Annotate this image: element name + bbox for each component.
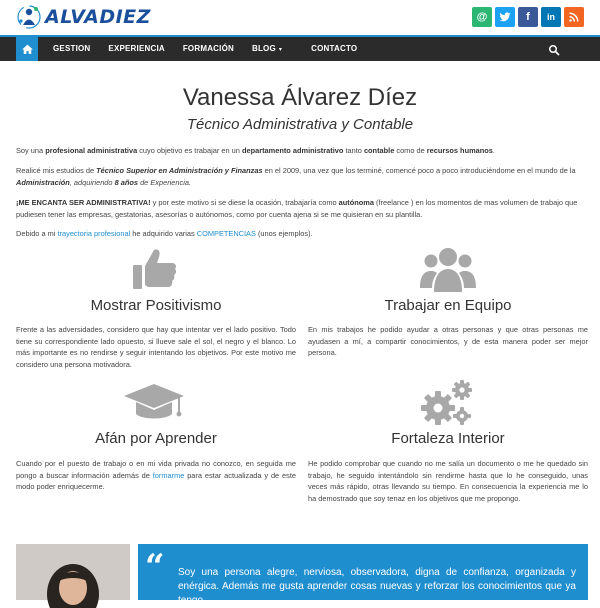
header (0, 0, 600, 34)
feature-text-fortaleza: He podido comprobar que cuando no me salía un documento o me he quedado sin trabajo, he seguido intentándolo sin rendirme hasta que lo he conseguido, unas veces más rápido, otras llevando su tiempo. En consecuencia la experiencia me lo ha demostrado que soy tenaz en los objetivos que me propongo. (308, 459, 588, 503)
feature-title-fortaleza: Fortaleza Interior (391, 430, 505, 447)
competencias-link[interactable]: COMPETENCIAS (196, 229, 256, 238)
quote-box (138, 544, 588, 606)
linkedin-icon[interactable] (541, 7, 561, 27)
main-nav (0, 35, 600, 61)
feature-title-equipo: Trabajar en Equipo (384, 297, 512, 314)
nav-item-experiencia[interactable]: EXPERIENCIA (108, 44, 165, 53)
graduation-cap-icon (122, 380, 186, 431)
intro-paragraph-4: Debido a mi trayectoria profesional he adquirido varias COMPETENCIAS (unos ejemplos). (16, 229, 313, 238)
search-icon[interactable] (548, 43, 560, 55)
gears-icon (420, 378, 476, 433)
thumbs-up-icon (130, 244, 178, 297)
feature-text-equipo: En mis trabajos he podido ayudar a otras personas y que otras personas me ayudasen a mí, a compartir conocimientos, y de esta manera poder ser mejor persona. (308, 325, 588, 357)
home-icon[interactable] (16, 37, 38, 61)
feature-text-positivismo: Frente a las adversidades, considero que hay que intentar ver el lado positivo. Todo tiene su correspondiente lado opuesto, si llueve sale el sol, el negro y el blanco. Lo más importante es no rendirse y seguir intentando los objetivos. Por este motivo me considero una persona motivadora. (16, 325, 296, 369)
linkedin-glyph: in (547, 12, 555, 22)
group-icon (420, 244, 476, 299)
chevron-down-icon: ▾ (278, 47, 283, 53)
twitter-icon[interactable] (495, 7, 515, 27)
feature-title-positivismo: Mostrar Positivismo (90, 297, 222, 314)
rss-icon[interactable] (564, 7, 584, 27)
profile-photo (16, 544, 130, 600)
feature-title-aprender: Afán por Aprender (95, 430, 217, 447)
intro-paragraph-3: ¡ME ENCANTA SER ADMINISTRATIVA! y por este motivo si se diese la ocasión, trabajaría como autónoma (freelance ) en los momentos de mas volumen de trabajo que pudiesen tener las empresas, gestatorias, asesorías o autónomos, como por cuenta ajena si se me quisieran en su plantilla. (16, 198, 578, 219)
email-glyph: @ (476, 11, 488, 23)
page-title: Vanessa Álvarez Díez (182, 84, 418, 111)
trayectoria-link[interactable]: trayectoria profesional (57, 229, 131, 238)
intro-paragraph-1: Soy una profesional administrativa cuyo objetivo es trabajar en un departamento administrativo tanto contable como de recursos humanos. (16, 146, 495, 155)
formarme-link[interactable]: formarme (152, 470, 185, 480)
nav-item-formacion[interactable]: FORMACIÓN (182, 44, 234, 53)
quote-icon: “ (145, 547, 165, 587)
quote-text: Soy una persona alegre, nerviosa, observadora, digna de confianza, organizada y enérgica. Además me gusta aprender cosas nuevas y reforzar los conocimientos que ya tengo. (178, 567, 576, 606)
nav-item-blog-label: BLOG (251, 44, 276, 53)
email-icon[interactable] (472, 7, 492, 27)
nav-item-blog[interactable] (243, 37, 302, 61)
feature-text-aprender: Cuando por el puesto de trabajo o en mi vida privada no conozco, en seguida me pongo a buscar información además de formarme para estar actualizada y de este modo poder enriquecerme. (16, 459, 296, 491)
intro-paragraph-2: Realicé mis estudios de Técnico Superior en Administración y Finanzas en el 2009, una vez que los terminé, comencé poco a poco introduciéndome en el mundo de la Administración, adquiriendo 8 años de Experiencia. (16, 166, 576, 187)
page-subtitle: Técnico Administrativa y Contable (186, 116, 414, 133)
nav-item-gestion[interactable]: GESTION (53, 44, 91, 53)
social-links (472, 7, 584, 27)
facebook-glyph: f (526, 11, 530, 23)
logo-text: ALVADIEZ (45, 6, 151, 28)
facebook-icon[interactable] (518, 7, 538, 27)
site-logo[interactable] (16, 4, 151, 30)
nav-item-contacto[interactable]: CONTACTO (311, 44, 358, 53)
logo-mark-icon (16, 4, 42, 30)
